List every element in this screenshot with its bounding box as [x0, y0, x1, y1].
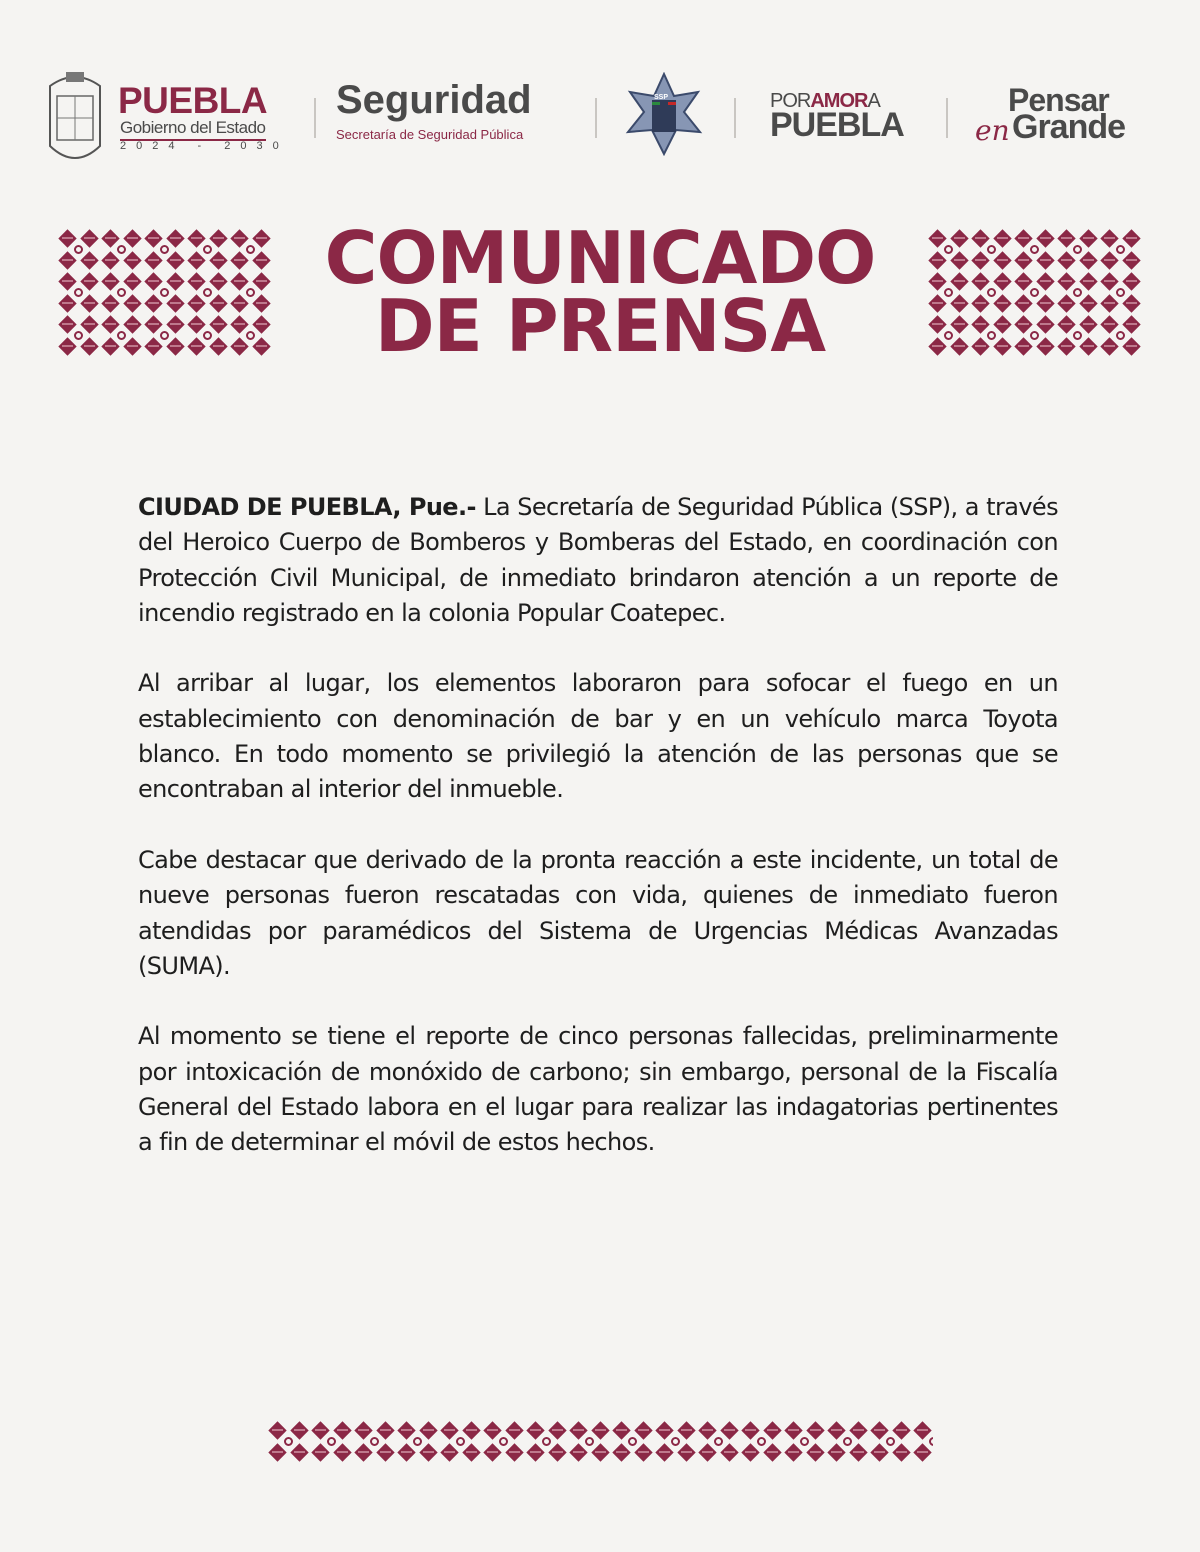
por-amor-highlight: AMOR	[810, 90, 868, 112]
por-amor-prefix: POR	[770, 90, 811, 112]
por-amor-suffix: A	[867, 90, 880, 112]
por-amor-logo-bottom: PUEBLA	[770, 106, 904, 144]
title-line-2: DE PRENSA	[374, 284, 826, 368]
logo-divider	[734, 98, 736, 138]
pensar-logo-script: en	[975, 114, 1010, 147]
page-title	[0, 216, 1200, 368]
press-release-body	[138, 490, 1058, 1196]
seguridad-logo-subtitle: Secretaría de Seguridad Pública	[336, 127, 524, 142]
logo-divider	[946, 98, 948, 138]
paragraph-2: Al arribar al lugar, los elementos laboraron para sofocar el fuego en un establecimiento con denominación de bar y en un vehículo marca Toyota blanco. En todo momento se privilegió la atención de las personas que se encontraban al interior del inmueble.	[138, 669, 1058, 804]
pensar-logo-bottom: Grande	[1012, 108, 1126, 146]
paragraph-1	[138, 490, 1058, 631]
logo-divider	[595, 98, 597, 138]
puebla-logo-subtitle: Gobierno del Estado	[120, 118, 266, 141]
dateline: CIUDAD DE PUEBLA, Pue.-	[138, 493, 476, 521]
bottom-pattern-decoration-icon	[267, 1420, 933, 1463]
ssp-star-badge-icon	[622, 72, 706, 156]
pensar-logo-top: Pensar	[1008, 82, 1109, 118]
paragraph-4: Al momento se tiene el reporte de cinco personas fallecidas, preliminarmente por intoxicación de monóxido de carbono; sin embargo, personal de la Fiscalía General del Estado labora en el lugar para realizar las indagatorias pertinentes a fin de determinar el móvil de estos hechos.	[138, 1022, 1058, 1157]
puebla-logo-title: PUEBLA	[118, 80, 268, 121]
paragraph-1-text: La Secretaría de Seguridad Pública (SSP), a través del Heroico Cuerpo de Bomberos y Bomberas del Estado, en coordinación con Protección Civil Municipal, de inmediato brindaron atención a un reporte de incendio registrado en la colonia Popular Coatepec.	[138, 493, 1058, 627]
seguridad-logo-title: Seguridad	[336, 78, 532, 122]
ssp-badge-label: SSP	[654, 94, 669, 101]
puebla-logo-years: 2024 - 2030	[120, 140, 289, 152]
title-line-1: COMUNICADO	[324, 216, 876, 300]
logo-divider	[314, 98, 316, 138]
paragraph-3: Cabe destacar que derivado de la pronta reacción a este incidente, un total de nueve personas fueron rescatadas con vida, quienes de inmediato fueron atendidas por paramédicos del Sistema de Urgencias Médicas Avanzadas (SUMA).	[138, 845, 1058, 980]
puebla-coat-of-arms-icon	[44, 66, 106, 170]
